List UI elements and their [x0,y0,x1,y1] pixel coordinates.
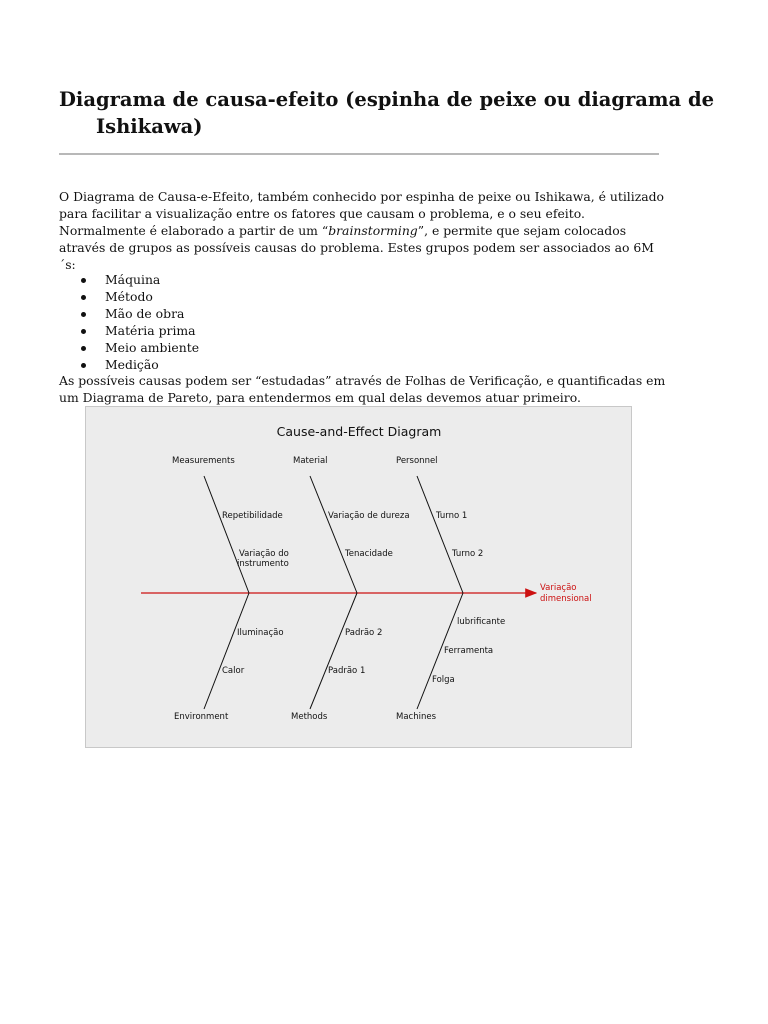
cause-label: lubrificante [457,617,506,627]
intro-text-1: O Diagrama de Causa-e-Efeito, também conhecido por espinha de peixe ou Ishikawa, é utilizado para facilitar a visualização entre os fatores que causam o problema, e o seu efeito. Normalmente é elaborado a partir de um “ [59,189,665,238]
rib-methods [310,593,357,709]
cause-label: Padrão 1 [328,666,366,676]
rib-measurements [204,476,249,593]
fishbone-diagram [85,406,632,748]
cause-label: Folga [432,675,455,685]
list-item: Medição [59,356,199,373]
page-title: Diagrama de causa-efeito (espinha de peixe ou diagrama de Ishikawa) [59,88,715,138]
category-measurements: Measurements [172,456,235,466]
bullet-icon [81,329,86,334]
bullet-icon [81,312,86,317]
bullet-icon [81,278,86,283]
category-personnel: Personnel [396,456,438,466]
diagram-title: Cause-and-Effect Diagram [276,424,442,439]
bullet-icon [81,346,86,351]
cause-label: Repetibilidade [222,511,283,521]
rib-material [310,476,357,593]
list-item: Matéria prima [59,322,199,339]
effect-label-2: dimensional [540,594,592,604]
six-m-list [59,271,199,373]
cause-label: Calor [222,666,245,676]
category-machines: Machines [396,712,437,722]
cause-label: Variação do [239,549,289,559]
horizontal-rule [59,153,659,155]
closing-paragraph: As possíveis causas podem ser “estudadas” através de Folhas de Verificação, e quantificadas em um Diagrama de Pareto, para entendermos em qual delas devemos atuar primeiro. [59,373,666,405]
cause-label: Turno 2 [452,549,484,559]
cause-label: Padrão 2 [345,628,383,638]
fishbone-svg [86,407,633,749]
cause-label: Tenacidade [345,549,393,559]
category-methods: Methods [291,712,328,722]
bullet-icon [81,363,86,368]
cause-label: instrumento [237,559,289,569]
list-item: Mão de obra [59,305,199,322]
list-item: Meio ambiente [59,339,199,356]
effect-label-1: Variação [540,583,577,593]
rib-personnel [417,476,463,593]
list-item: Máquina [59,271,199,288]
category-material: Material [293,456,328,466]
category-environment: Environment [174,712,229,722]
intro-paragraph [59,188,669,273]
cause-label: Iluminação [237,628,284,638]
list-item: Método [59,288,199,305]
cause-label: Ferramenta [444,646,494,656]
cause-label: Turno 1 [436,511,468,521]
intro-emphasis: brainstorming [328,223,418,238]
intro-text-2: ”, e permite que sejam colocados através de grupos as possíveis causas do problema. Estes grupos podem ser associados ao 6M´s: [59,223,654,272]
cause-label: Variação de dureza [328,511,410,521]
bullet-icon [81,295,86,300]
rib-environment [204,593,249,709]
